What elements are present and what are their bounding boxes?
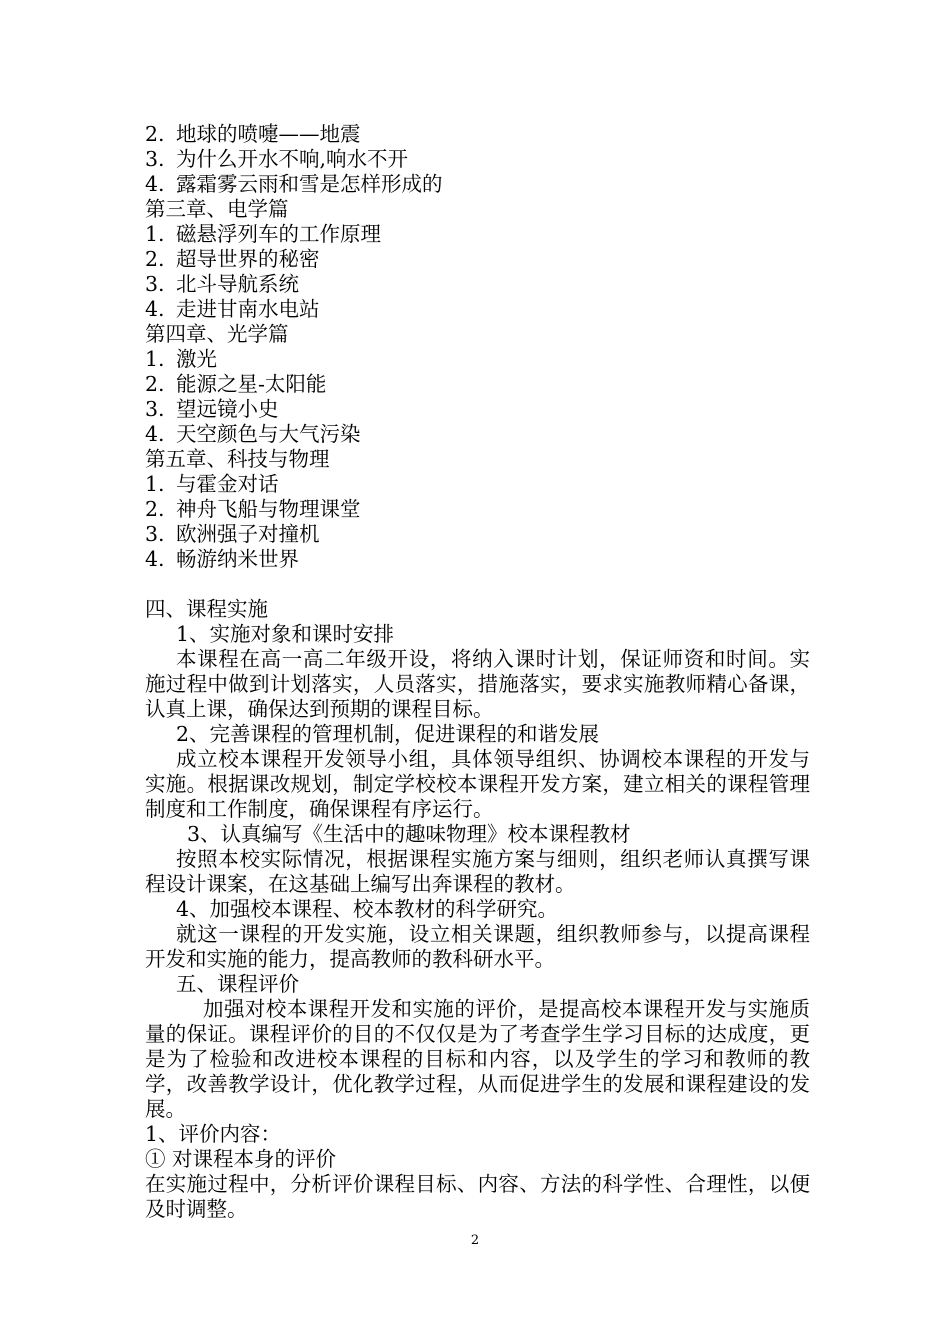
list-item: [145, 247, 810, 272]
list-item: [145, 272, 810, 297]
list-number: 4.: [145, 422, 165, 446]
subheading: 4、加强校本课程、校本教材的科学研究。: [176, 897, 559, 921]
list-item: [145, 522, 810, 547]
list-text: 神舟飞船与物理课堂: [176, 497, 361, 521]
list-item: [145, 472, 810, 497]
list-item: [145, 297, 810, 322]
list-text: 露霜雾云雨和雪是怎样形成的: [176, 172, 443, 196]
topic-list-technology: [145, 472, 810, 572]
list-number: 1.: [145, 472, 165, 496]
list-item: [145, 422, 810, 447]
list-item: [145, 497, 810, 522]
chapter-heading: 第三章、电学篇: [145, 197, 289, 221]
subheading: 1、评价内容：: [145, 1122, 282, 1146]
section-heading-implementation: 四、课程实施: [145, 597, 268, 621]
paragraph: 成立校本课程开发领导小组，具体领导组织、协调校本课程的开发与实施。根据课改规划，制定学校校本课程开发方案，建立相关的课程管理制度和工作制度，确保课程有序运行。: [145, 747, 810, 821]
list-item: [145, 547, 810, 572]
list-number: 4.: [145, 172, 165, 196]
list-item: ① 对课程本身的评价: [145, 1147, 337, 1171]
list-text: 为什么开水不响,响水不开: [176, 147, 409, 171]
section-heading-evaluation: 五、课程评价: [176, 972, 299, 996]
list-number: 3.: [145, 397, 165, 421]
list-text: 磁悬浮列车的工作原理: [176, 222, 381, 246]
list-number: 3.: [145, 147, 165, 171]
list-number: 4.: [145, 297, 165, 321]
list-text: 能源之星-太阳能: [176, 372, 327, 396]
list-item: [145, 347, 810, 372]
blank-line: [145, 572, 810, 597]
list-text: 畅游纳米世界: [176, 547, 299, 571]
subheading: 1、实施对象和课时安排: [176, 622, 395, 646]
subheading: 2、完善课程的管理机制，促进课程的和谐发展: [176, 722, 600, 746]
document-body: [145, 122, 810, 1222]
paragraph: 本课程在高一高二年级开设，将纳入课时计划，保证师资和时间。实施过程中做到计划落实，人员落实，措施落实，要求实施教师精心备课，认真上课，确保达到预期的课程目标。: [145, 647, 810, 721]
topic-list-optics: [145, 347, 810, 447]
paragraph: 按照本校实际情况，根据课程实施方案与细则，组织老师认真撰写课程设计课案，在这基础上编写出奔课程的教材。: [145, 847, 810, 896]
list-item: [145, 122, 810, 147]
page-number: 2: [470, 1233, 480, 1248]
list-number: 2.: [145, 497, 165, 521]
list-text: 欧洲强子对撞机: [176, 522, 320, 546]
list-number: 3.: [145, 522, 165, 546]
list-text: 北斗导航系统: [176, 272, 299, 296]
list-item: [145, 397, 810, 422]
list-number: 2.: [145, 247, 165, 271]
list-text: 地球的喷嚏——地震: [176, 122, 361, 146]
topic-list-continued: [145, 122, 810, 197]
subheading: 3、认真编写《生活中的趣味物理》校本课程教材: [187, 822, 631, 846]
list-text: 超导世界的秘密: [176, 247, 320, 271]
list-text: 天空颜色与大气污染: [176, 422, 361, 446]
paragraph: 在实施过程中，分析评价课程目标、内容、方法的科学性、合理性，以便及时调整。: [145, 1172, 810, 1221]
list-text: 走进甘南水电站: [176, 297, 320, 321]
topic-list-electricity: [145, 222, 810, 322]
list-number: 4.: [145, 547, 165, 571]
list-number: 2.: [145, 122, 165, 146]
list-number: 2.: [145, 372, 165, 396]
list-item: [145, 222, 810, 247]
list-text: 与霍金对话: [176, 472, 279, 496]
list-item: [145, 147, 810, 172]
list-text: 望远镜小史: [176, 397, 279, 421]
list-number: 1.: [145, 222, 165, 246]
paragraph: 就这一课程的开发实施，设立相关课题，组织教师参与，以提高课程开发和实施的能力，提高教师的教科研水平。: [145, 922, 810, 971]
list-item: [145, 372, 810, 397]
list-item: [145, 172, 810, 197]
paragraph: 加强对校本课程开发和实施的评价，是提高校本课程开发与实施质量的保证。课程评价的目的不仅仅是为了考查学生学习目标的达成度，更是为了检验和改进校本课程的目标和内容，以及学生的学习和教师的教学，改善教学设计，优化教学过程，从而促进学生的发展和课程建设的发展。: [145, 997, 810, 1121]
list-number: 1.: [145, 347, 165, 371]
chapter-heading: 第五章、科技与物理: [145, 447, 330, 471]
list-number: 3.: [145, 272, 165, 296]
chapter-heading: 第四章、光学篇: [145, 322, 289, 346]
list-text: 激光: [176, 347, 217, 371]
